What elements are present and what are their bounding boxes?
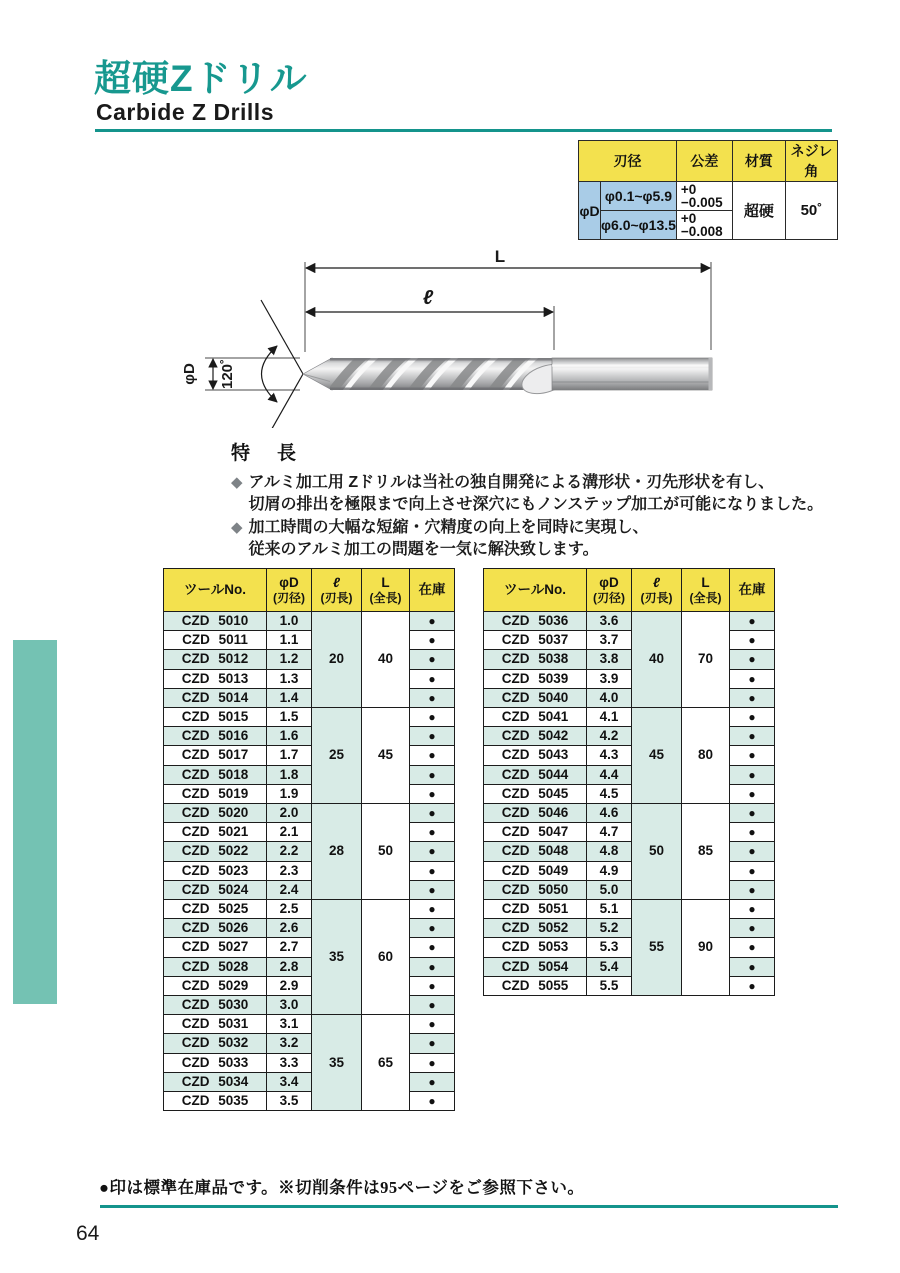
diameter-cell: 4.9 — [587, 861, 632, 880]
tolerance-plus: +0 — [680, 210, 697, 226]
stock-cell: ● — [730, 957, 775, 976]
feature-line: 従来のアルミ加工の問題を一気に解決致します。 — [248, 541, 599, 558]
stock-cell: ● — [410, 938, 455, 957]
stock-cell: ● — [730, 784, 775, 803]
table-row — [484, 669, 775, 688]
table-row — [164, 1072, 455, 1091]
table-row — [484, 612, 775, 631]
tool-no-cell: CZD 5054 — [484, 957, 587, 976]
tool-no-cell: CZD 5012 — [164, 650, 267, 669]
table-row — [164, 1053, 455, 1072]
stock-cell: ● — [730, 842, 775, 861]
diameter-cell: 3.8 — [587, 650, 632, 669]
tool-no-cell: CZD 5045 — [484, 784, 587, 803]
table-row — [164, 1034, 455, 1053]
diameter-cell: 5.0 — [587, 880, 632, 899]
stock-cell: ● — [410, 957, 455, 976]
diameter-cell: 5.5 — [587, 976, 632, 995]
tool-no-cell: CZD 5022 — [164, 842, 267, 861]
stock-cell: ● — [410, 804, 455, 823]
title-divider — [95, 129, 832, 132]
table-row — [484, 880, 775, 899]
overall-length-cell: 60 — [362, 900, 410, 1015]
dimension-label-flute: ℓ — [422, 287, 434, 309]
tool-no-cell: CZD 5015 — [164, 708, 267, 727]
tool-no-cell: CZD 5028 — [164, 957, 267, 976]
stock-cell: ● — [730, 765, 775, 784]
page-subtitle: Carbide Z Drills — [96, 99, 274, 125]
feature-item — [231, 472, 823, 516]
features-heading: 特 長 — [231, 443, 301, 464]
tool-no-cell: CZD 5039 — [484, 669, 587, 688]
tool-no-cell: CZD 5020 — [164, 804, 267, 823]
stock-cell: ● — [730, 708, 775, 727]
tool-no-cell: CZD 5021 — [164, 823, 267, 842]
table-row — [484, 650, 775, 669]
stock-cell: ● — [730, 976, 775, 995]
overall-length-cell: 90 — [682, 900, 730, 996]
diameter-cell: 1.0 — [267, 612, 312, 631]
stock-cell: ● — [730, 919, 775, 938]
table-row — [164, 727, 455, 746]
feature-text — [249, 517, 649, 561]
diameter-cell: 3.5 — [267, 1092, 312, 1111]
flute-length-cell: 35 — [312, 1015, 362, 1111]
stock-cell: ● — [730, 669, 775, 688]
diameter-cell: 2.5 — [267, 900, 312, 919]
stock-cell: ● — [410, 842, 455, 861]
page-number: 64 — [76, 1222, 100, 1245]
feature-text — [249, 472, 824, 516]
tool-no-cell: CZD 5036 — [484, 612, 587, 631]
overall-length-cell: 70 — [682, 612, 730, 708]
overall-length-cell: 40 — [362, 612, 410, 708]
table-row — [484, 688, 775, 707]
table-row — [164, 957, 455, 976]
stock-cell: ● — [730, 650, 775, 669]
feature-line: 加工時間の大幅な短縮・穴精度の向上を同時に実現し、 — [248, 519, 649, 536]
diameter-cell: 2.2 — [267, 842, 312, 861]
tool-no-cell: CZD 5035 — [164, 1092, 267, 1111]
spec-header-diameter: 刃径 — [579, 141, 677, 182]
diameter-cell: 2.1 — [267, 823, 312, 842]
diameter-cell: 3.4 — [267, 1072, 312, 1091]
diameter-cell: 1.9 — [267, 784, 312, 803]
tool-no-cell: CZD 5047 — [484, 823, 587, 842]
tool-no-cell: CZD 5053 — [484, 938, 587, 957]
table-row — [484, 727, 775, 746]
diameter-cell: 3.2 — [267, 1034, 312, 1053]
tool-no-cell: CZD 5019 — [164, 784, 267, 803]
catalog-table-left — [163, 568, 455, 1111]
table-row — [164, 996, 455, 1015]
diameter-cell: 1.1 — [267, 631, 312, 650]
flute-length-cell: 50 — [632, 804, 682, 900]
table-row — [484, 823, 775, 842]
flute-length-cell: 40 — [632, 612, 682, 708]
feature-item — [231, 517, 823, 561]
spec-tolerance-large — [676, 211, 732, 240]
spec-material-value: 超硬 — [732, 182, 785, 240]
table-row — [164, 1015, 455, 1034]
flute-length-cell: 55 — [632, 900, 682, 996]
diameter-cell: 2.9 — [267, 976, 312, 995]
col-header-tool-no: ツールNo. — [484, 569, 587, 612]
stock-cell: ● — [410, 919, 455, 938]
table-row — [164, 1092, 455, 1111]
overall-length-cell: 50 — [362, 804, 410, 900]
table-row — [164, 688, 455, 707]
stock-cell: ● — [730, 631, 775, 650]
catalog-header-row — [484, 569, 775, 612]
diameter-cell: 1.2 — [267, 650, 312, 669]
spec-header-material: 材質 — [732, 141, 785, 182]
stock-cell: ● — [410, 1053, 455, 1072]
tool-no-cell: CZD 5034 — [164, 1072, 267, 1091]
tool-no-cell: CZD 5048 — [484, 842, 587, 861]
drill-technical-drawing — [180, 248, 720, 428]
diameter-cell: 5.2 — [587, 919, 632, 938]
angle-line — [261, 300, 303, 374]
table-row — [484, 900, 775, 919]
spec-header-tolerance: 公差 — [676, 141, 732, 182]
tool-no-cell: CZD 5049 — [484, 861, 587, 880]
diameter-cell: 4.2 — [587, 727, 632, 746]
overall-length-cell: 45 — [362, 708, 410, 804]
table-row — [164, 804, 455, 823]
stock-cell: ● — [410, 612, 455, 631]
stock-cell: ● — [410, 996, 455, 1015]
tolerance-minus: −0.005 — [680, 195, 723, 210]
diameter-cell: 4.4 — [587, 765, 632, 784]
table-row — [164, 842, 455, 861]
col-header-diameter: φD (刃径) — [267, 569, 312, 612]
stock-cell: ● — [410, 880, 455, 899]
feature-line: 切屑の排出を極限まで向上させ深穴にもノンステップ加工が可能になりました。 — [248, 496, 824, 513]
dimension-label-L: L — [494, 248, 506, 266]
stock-cell: ● — [410, 669, 455, 688]
stock-cell: ● — [730, 880, 775, 899]
diameter-cell: 4.1 — [587, 708, 632, 727]
spec-helix-value: 50˚ — [785, 182, 837, 240]
overall-length-cell: 85 — [682, 804, 730, 900]
tolerance-plus: +0 — [680, 181, 697, 197]
tool-no-cell: CZD 5031 — [164, 1015, 267, 1034]
tool-no-cell: CZD 5051 — [484, 900, 587, 919]
tool-no-cell: CZD 5038 — [484, 650, 587, 669]
table-row — [484, 938, 775, 957]
tool-no-cell: CZD 5017 — [164, 746, 267, 765]
table-row — [164, 823, 455, 842]
stock-cell: ● — [410, 976, 455, 995]
tool-no-cell: CZD 5024 — [164, 880, 267, 899]
overall-length-cell: 80 — [682, 708, 730, 804]
diameter-cell: 3.1 — [267, 1015, 312, 1034]
catalog-header-row — [164, 569, 455, 612]
feature-line: アルミ加工用 Zドリルは当社の独自開発による溝形状・刃先形状を有し、 — [248, 474, 775, 491]
table-row — [484, 765, 775, 784]
page-title: 超硬Zドリル — [94, 58, 308, 99]
stock-cell: ● — [730, 938, 775, 957]
spec-phi-d-label: φD — [579, 182, 601, 240]
table-row — [484, 804, 775, 823]
diameter-cell: 3.9 — [587, 669, 632, 688]
stock-cell: ● — [410, 765, 455, 784]
spec-range-small: φ0.1~φ5.9 — [601, 182, 677, 211]
spec-header-helix: ネジレ角 — [785, 141, 837, 182]
diameter-cell: 4.8 — [587, 842, 632, 861]
stock-cell: ● — [730, 727, 775, 746]
tool-no-cell: CZD 5055 — [484, 976, 587, 995]
angle-arc — [262, 346, 278, 402]
flute-length-cell: 25 — [312, 708, 362, 804]
col-header-overall-length: L (全長) — [362, 569, 410, 612]
stock-cell: ● — [410, 746, 455, 765]
tool-no-cell: CZD 5025 — [164, 900, 267, 919]
diameter-cell: 2.3 — [267, 861, 312, 880]
table-row — [484, 957, 775, 976]
col-header-stock: 在庫 — [730, 569, 775, 612]
table-row — [164, 938, 455, 957]
stock-cell: ● — [410, 1072, 455, 1091]
tool-no-cell: CZD 5044 — [484, 765, 587, 784]
spec-row — [579, 182, 838, 211]
diameter-cell: 5.4 — [587, 957, 632, 976]
tolerance-minus: −0.008 — [680, 224, 723, 239]
table-row — [484, 784, 775, 803]
table-row — [484, 919, 775, 938]
diameter-cell: 1.7 — [267, 746, 312, 765]
stock-cell: ● — [730, 612, 775, 631]
diameter-cell: 1.3 — [267, 669, 312, 688]
overall-length-cell: 65 — [362, 1015, 410, 1111]
tool-no-cell: CZD 5050 — [484, 880, 587, 899]
col-header-diameter: φD (刃径) — [587, 569, 632, 612]
spec-table — [578, 140, 838, 240]
diameter-cell: 1.8 — [267, 765, 312, 784]
stock-cell: ● — [410, 861, 455, 880]
tool-no-cell: CZD 5052 — [484, 919, 587, 938]
stock-cell: ● — [410, 1092, 455, 1111]
col-header-stock: 在庫 — [410, 569, 455, 612]
table-row — [164, 612, 455, 631]
spec-header-row — [579, 141, 838, 182]
stock-cell: ● — [730, 861, 775, 880]
tool-no-cell: CZD 5040 — [484, 688, 587, 707]
flute-length-cell: 20 — [312, 612, 362, 708]
features-list — [231, 472, 823, 561]
tool-no-cell: CZD 5029 — [164, 976, 267, 995]
flute-length-cell: 35 — [312, 900, 362, 1015]
table-row — [164, 650, 455, 669]
table-row — [484, 708, 775, 727]
table-row — [164, 746, 455, 765]
table-row — [164, 880, 455, 899]
stock-cell: ● — [410, 727, 455, 746]
col-header-tool-no: ツールNo. — [164, 569, 267, 612]
stock-cell: ● — [410, 631, 455, 650]
stock-cell: ● — [410, 784, 455, 803]
tool-no-cell: CZD 5011 — [164, 631, 267, 650]
tool-no-cell: CZD 5013 — [164, 669, 267, 688]
tool-no-cell: CZD 5023 — [164, 861, 267, 880]
left-table-body — [164, 612, 455, 1111]
table-row — [164, 708, 455, 727]
diameter-cell: 2.6 — [267, 919, 312, 938]
stock-cell: ● — [410, 708, 455, 727]
tool-no-cell: CZD 5032 — [164, 1034, 267, 1053]
table-row — [484, 631, 775, 650]
diameter-cell: 4.0 — [587, 688, 632, 707]
diameter-cell: 5.3 — [587, 938, 632, 957]
flute-length-cell: 45 — [632, 708, 682, 804]
col-header-flute-length: ℓ (刃長) — [312, 569, 362, 612]
stock-cell: ● — [410, 1034, 455, 1053]
stock-cell: ● — [730, 688, 775, 707]
tool-no-cell: CZD 5046 — [484, 804, 587, 823]
stock-cell: ● — [410, 650, 455, 669]
stock-cell: ● — [730, 900, 775, 919]
tool-no-cell: CZD 5041 — [484, 708, 587, 727]
diameter-cell: 2.8 — [267, 957, 312, 976]
tool-no-cell: CZD 5016 — [164, 727, 267, 746]
stock-cell: ● — [730, 804, 775, 823]
diameter-cell: 1.5 — [267, 708, 312, 727]
features-section — [231, 438, 823, 562]
diameter-cell: 3.7 — [587, 631, 632, 650]
flute-length-cell: 28 — [312, 804, 362, 900]
tool-no-cell: CZD 5026 — [164, 919, 267, 938]
col-header-overall-length: L (全長) — [682, 569, 730, 612]
spec-range-large: φ6.0~φ13.5 — [601, 211, 677, 240]
diameter-cell: 3.3 — [267, 1053, 312, 1072]
table-row — [484, 861, 775, 880]
stock-cell: ● — [410, 688, 455, 707]
diameter-cell: 4.5 — [587, 784, 632, 803]
tool-no-cell: CZD 5018 — [164, 765, 267, 784]
tool-no-cell: CZD 5010 — [164, 612, 267, 631]
table-row — [164, 669, 455, 688]
table-row — [164, 784, 455, 803]
tool-no-cell: CZD 5037 — [484, 631, 587, 650]
table-row — [164, 631, 455, 650]
diamond-bullet-icon: ◆ — [231, 474, 243, 491]
table-row — [164, 900, 455, 919]
tool-no-cell: CZD 5043 — [484, 746, 587, 765]
stock-cell: ● — [730, 746, 775, 765]
tool-no-cell: CZD 5030 — [164, 996, 267, 1015]
diameter-cell: 1.4 — [267, 688, 312, 707]
tool-no-cell: CZD 5014 — [164, 688, 267, 707]
diameter-cell: 4.7 — [587, 823, 632, 842]
diameter-cell: 1.6 — [267, 727, 312, 746]
catalog-table-right — [483, 568, 775, 996]
stock-cell: ● — [730, 823, 775, 842]
tool-no-cell: CZD 5033 — [164, 1053, 267, 1072]
diameter-cell: 4.3 — [587, 746, 632, 765]
tool-no-cell: CZD 5042 — [484, 727, 587, 746]
diameter-cell: 2.7 — [267, 938, 312, 957]
table-row — [164, 919, 455, 938]
table-row — [484, 746, 775, 765]
right-table-body — [484, 612, 775, 996]
table-row — [164, 861, 455, 880]
col-header-flute-length: ℓ (刃長) — [632, 569, 682, 612]
side-accent-bar — [13, 640, 57, 1004]
footnote: ●印は標準在庫品です。※切削条件は95ページをご参照下さい。 — [99, 1178, 585, 1197]
stock-cell: ● — [410, 823, 455, 842]
diameter-cell: 5.1 — [587, 900, 632, 919]
angle-line — [261, 374, 303, 428]
footer-divider — [100, 1205, 838, 1208]
diameter-cell: 3.6 — [587, 612, 632, 631]
drill-illustration — [303, 354, 712, 399]
table-row — [164, 976, 455, 995]
diameter-cell: 3.0 — [267, 996, 312, 1015]
angle-label: 120˚ — [219, 358, 236, 390]
diameter-cell: 2.0 — [267, 804, 312, 823]
table-row — [484, 976, 775, 995]
table-row — [484, 842, 775, 861]
diameter-cell: 2.4 — [267, 880, 312, 899]
diameter-cell: 4.6 — [587, 804, 632, 823]
dimension-label-diameter: φD — [181, 363, 198, 385]
table-row — [164, 765, 455, 784]
stock-cell: ● — [410, 900, 455, 919]
stock-cell: ● — [410, 1015, 455, 1034]
tool-no-cell: CZD 5027 — [164, 938, 267, 957]
diamond-bullet-icon: ◆ — [231, 519, 243, 536]
spec-tolerance-small — [676, 182, 732, 211]
